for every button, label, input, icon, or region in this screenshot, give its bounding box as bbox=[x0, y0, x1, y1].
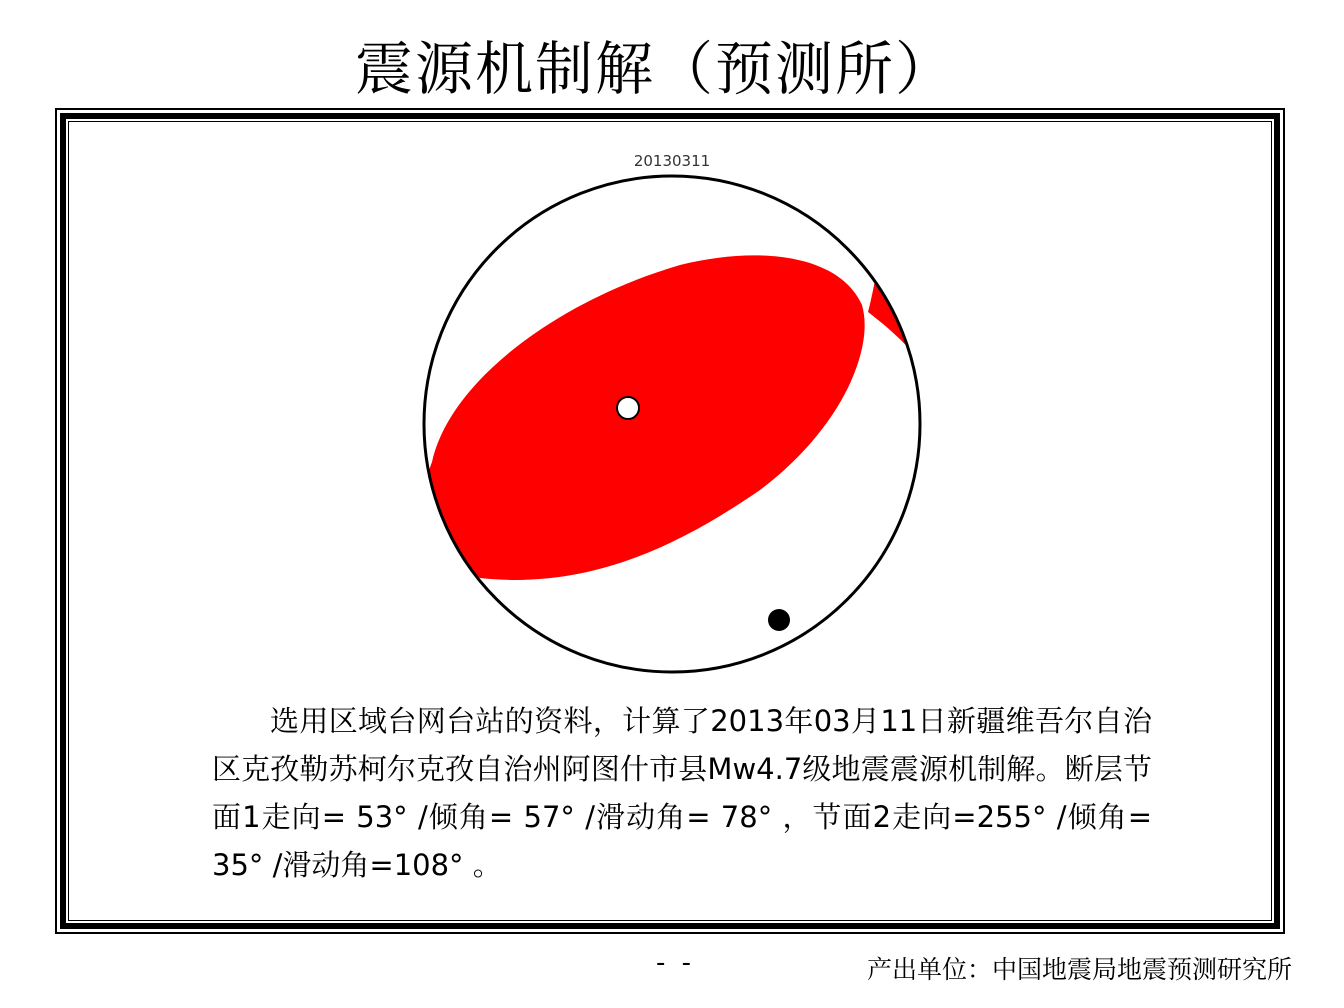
compression-quadrants bbox=[427, 255, 912, 580]
t-axis-black-dot bbox=[768, 609, 790, 631]
mechanism-description: 选用区域台网台站的资料，计算了2013年03月11日新疆维吾尔自治区克孜勒苏柯尔克孜自治州阿图什市县Mw4.7级地震震源机制解。断层节面1走向= 53° /倾角= 57° /滑动角= 78° ，节面2走向=255° /倾角= 35° /滑动角=108° 。 bbox=[212, 704, 1152, 882]
p-axis-white-dot bbox=[617, 397, 639, 419]
compression-quadrant-main bbox=[427, 255, 864, 580]
page-title: 震源机制解（预测所） bbox=[354, 35, 955, 103]
page-number: - - bbox=[656, 948, 696, 978]
event-date-label: 20130311 bbox=[633, 152, 711, 170]
producer-credit: 产出单位：中国地震局地震预测研究所 bbox=[866, 955, 1292, 984]
